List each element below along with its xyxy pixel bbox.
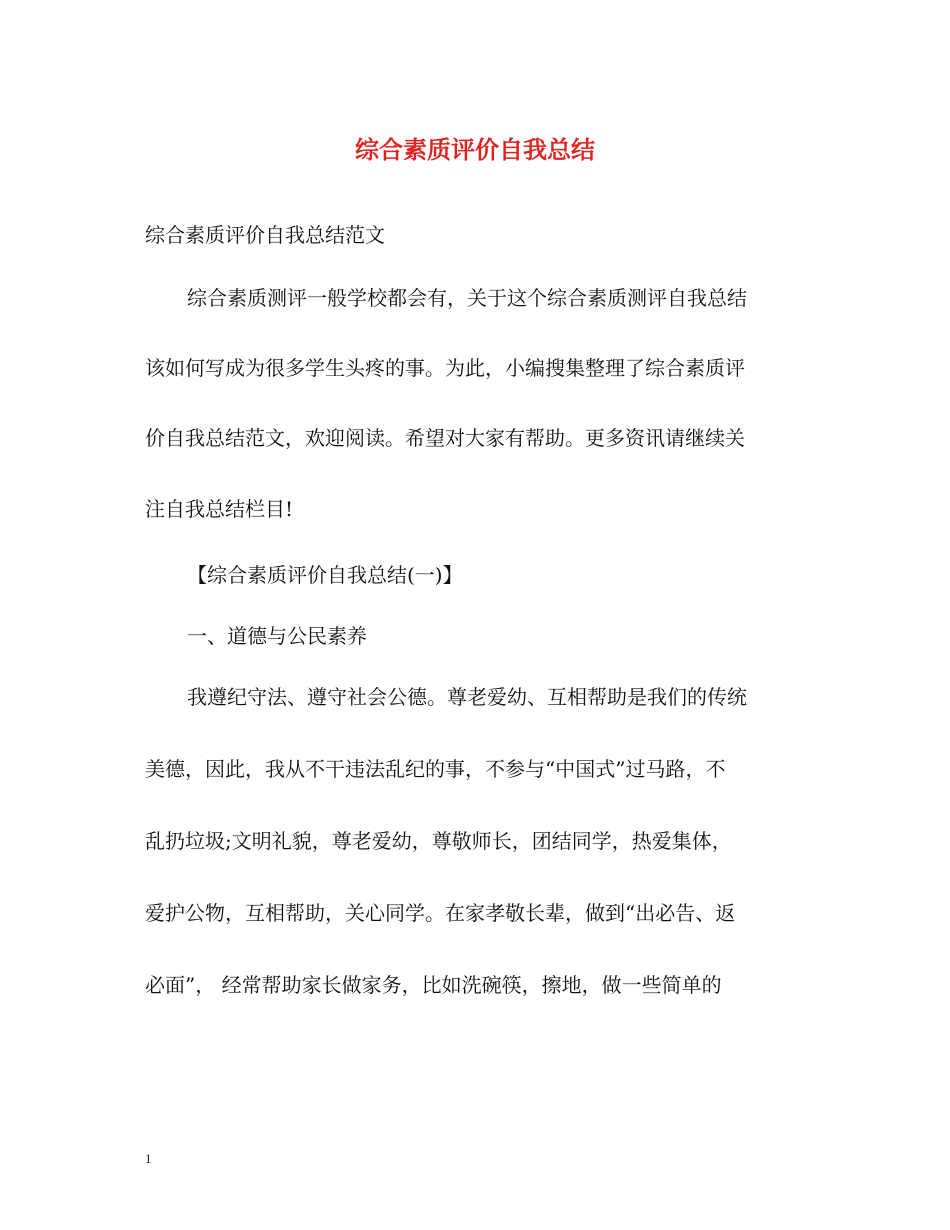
document-title: 综合素质评价自我总结 [355, 135, 595, 164]
paragraph-line: 爱护公物，互相帮助，关心同学。在家孝敬长辈，做到“出必告、返 [145, 901, 736, 925]
paragraph-line: 美德，因此，我从不干违法乱纪的事，不参与“中国式”过马路，不 [145, 757, 726, 781]
paragraph-line: 乱扔垃圾;文明礼貌，尊老爱幼，尊敬师长，团结同学，热爱集体， [145, 829, 732, 853]
page-number: 1 [145, 1151, 152, 1166]
paragraph-line: 该如何写成为很多学生头疼的事。为此，小编搜集整理了综合素质评 [145, 356, 745, 380]
paragraph-line: 综合素质测评一般学校都会有，关于这个综合素质测评自我总结 [187, 286, 747, 310]
paragraph-line: 必面”， 经常帮助家长做家务，比如洗碗筷，擦地，做一些简单的 [145, 973, 722, 997]
section-heading: 【综合素质评价自我总结(一)】 [187, 563, 463, 587]
paragraph-line: 注自我总结栏目! [145, 497, 294, 521]
subsection-heading: 一、道德与公民素养 [187, 624, 367, 648]
paragraph-line: 我遵纪守法、遵守社会公德。尊老爱幼、互相帮助是我们的传统 [187, 685, 747, 709]
document-subtitle: 综合素质评价自我总结范文 [145, 223, 385, 247]
paragraph-line: 价自我总结范文，欢迎阅读。希望对大家有帮助。更多资讯请继续关 [145, 426, 745, 450]
